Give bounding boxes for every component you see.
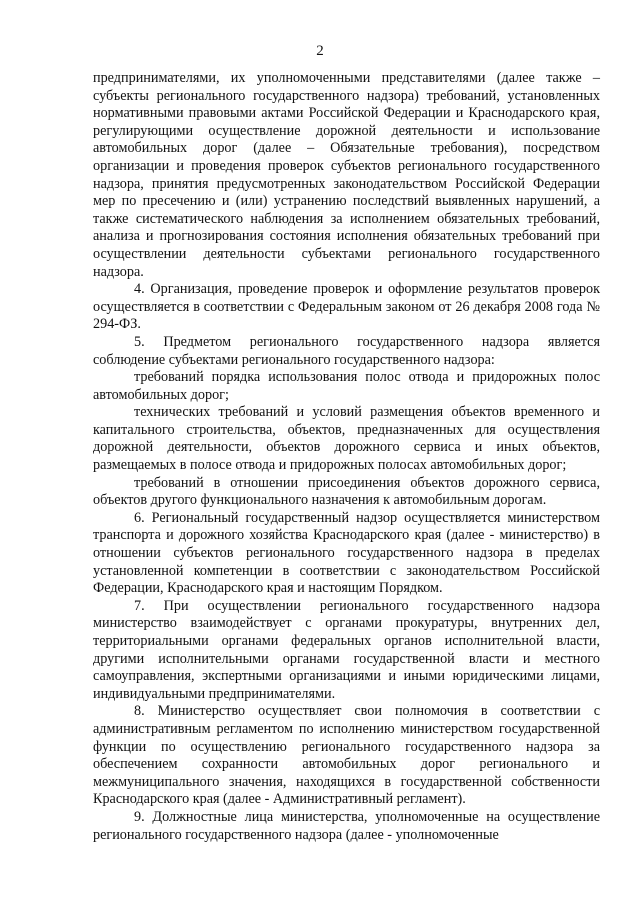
paragraph-item-8: 8. Министерство осуществляет свои полномочия в соответствии с административным регламентом по исполнению министерством государственной функции по осуществлению регионального государственного надзора за обеспечением сохранности автомобильных дорог регионального и межмуниципального значения, находящихся в государственной собственности Краснодарского края (далее - Административный регламент).: [93, 703, 600, 808]
paragraph-item-5: 5. Предметом регионального государственного надзора является соблюдение субъектами регионального государственного надзора:: [93, 333, 600, 368]
paragraph-item-6: 6. Региональный государственный надзор осуществляется министерством транспорта и дорожного хозяйства Краснодарского края (далее - министерство) в отношении субъектов регионального государственного надзора в пределах установленной компетенции в соответствии с законодательством Российской Федерации, Краснодарского края и настоящим Порядком.: [93, 509, 600, 597]
page-number: 2: [316, 43, 324, 59]
paragraph-item-7: 7. При осуществлении регионального государственного надзора министерство взаимодействует с органами прокуратуры, внутренних дел, территориальными органами федеральных органов исполнительной власти, другими исполнительными органами государственной власти и местного самоуправления, экспертными организациями и иными юридическими лицами, индивидуальными предпринимателями.: [93, 597, 600, 702]
document-body: [93, 70, 600, 844]
paragraph-item-5-sub-3: требований в отношении присоединения объектов дорожного сервиса, объектов другого функционального назначения к автомобильным дорогам.: [93, 474, 600, 509]
paragraph-continuation: предпринимателями, их уполномоченными представителями (далее также – субъекты регионального государственного надзора) требований, установленных нормативными правовыми актами Российской Федерации и Краснодарского края, регулирующими осуществление дорожной деятельности и использование автомобильных дорог (далее – Обязательные требования), посредством организации и проведения проверок субъектов регионального государственного надзора, принятия предусмотренных законодательством Российской Федерации мер по пресечению и (или) устранению последствий выявленных нарушений, а также систематического наблюдения за исполнением обязательных требований, анализа и прогнозирования состояния исполнения обязательных требований при осуществлении деятельности субъектами регионального государственного надзора.: [93, 70, 600, 280]
paragraph-item-9: 9. Должностные лица министерства, уполномоченные на осуществление регионального государственного надзора (далее - уполномоченные: [93, 808, 600, 843]
paragraph-item-4: 4. Организация, проведение проверок и оформление результатов проверок осуществляется в соответствии с Федеральным законом от 26 декабря 2008 года № 294-ФЗ.: [93, 281, 600, 333]
paragraph-item-5-sub-2: технических требований и условий размещения объектов временного и капитального строительства, объектов, предназначенных для осуществления дорожной деятельности, объектов дорожного сервиса и иных объектов, размещаемых в полосе отвода и придорожных полосах автомобильных дорог;: [93, 404, 600, 474]
paragraph-item-5-sub-1: требований порядка использования полос отвода и придорожных полос автомобильных дорог;: [93, 369, 600, 403]
